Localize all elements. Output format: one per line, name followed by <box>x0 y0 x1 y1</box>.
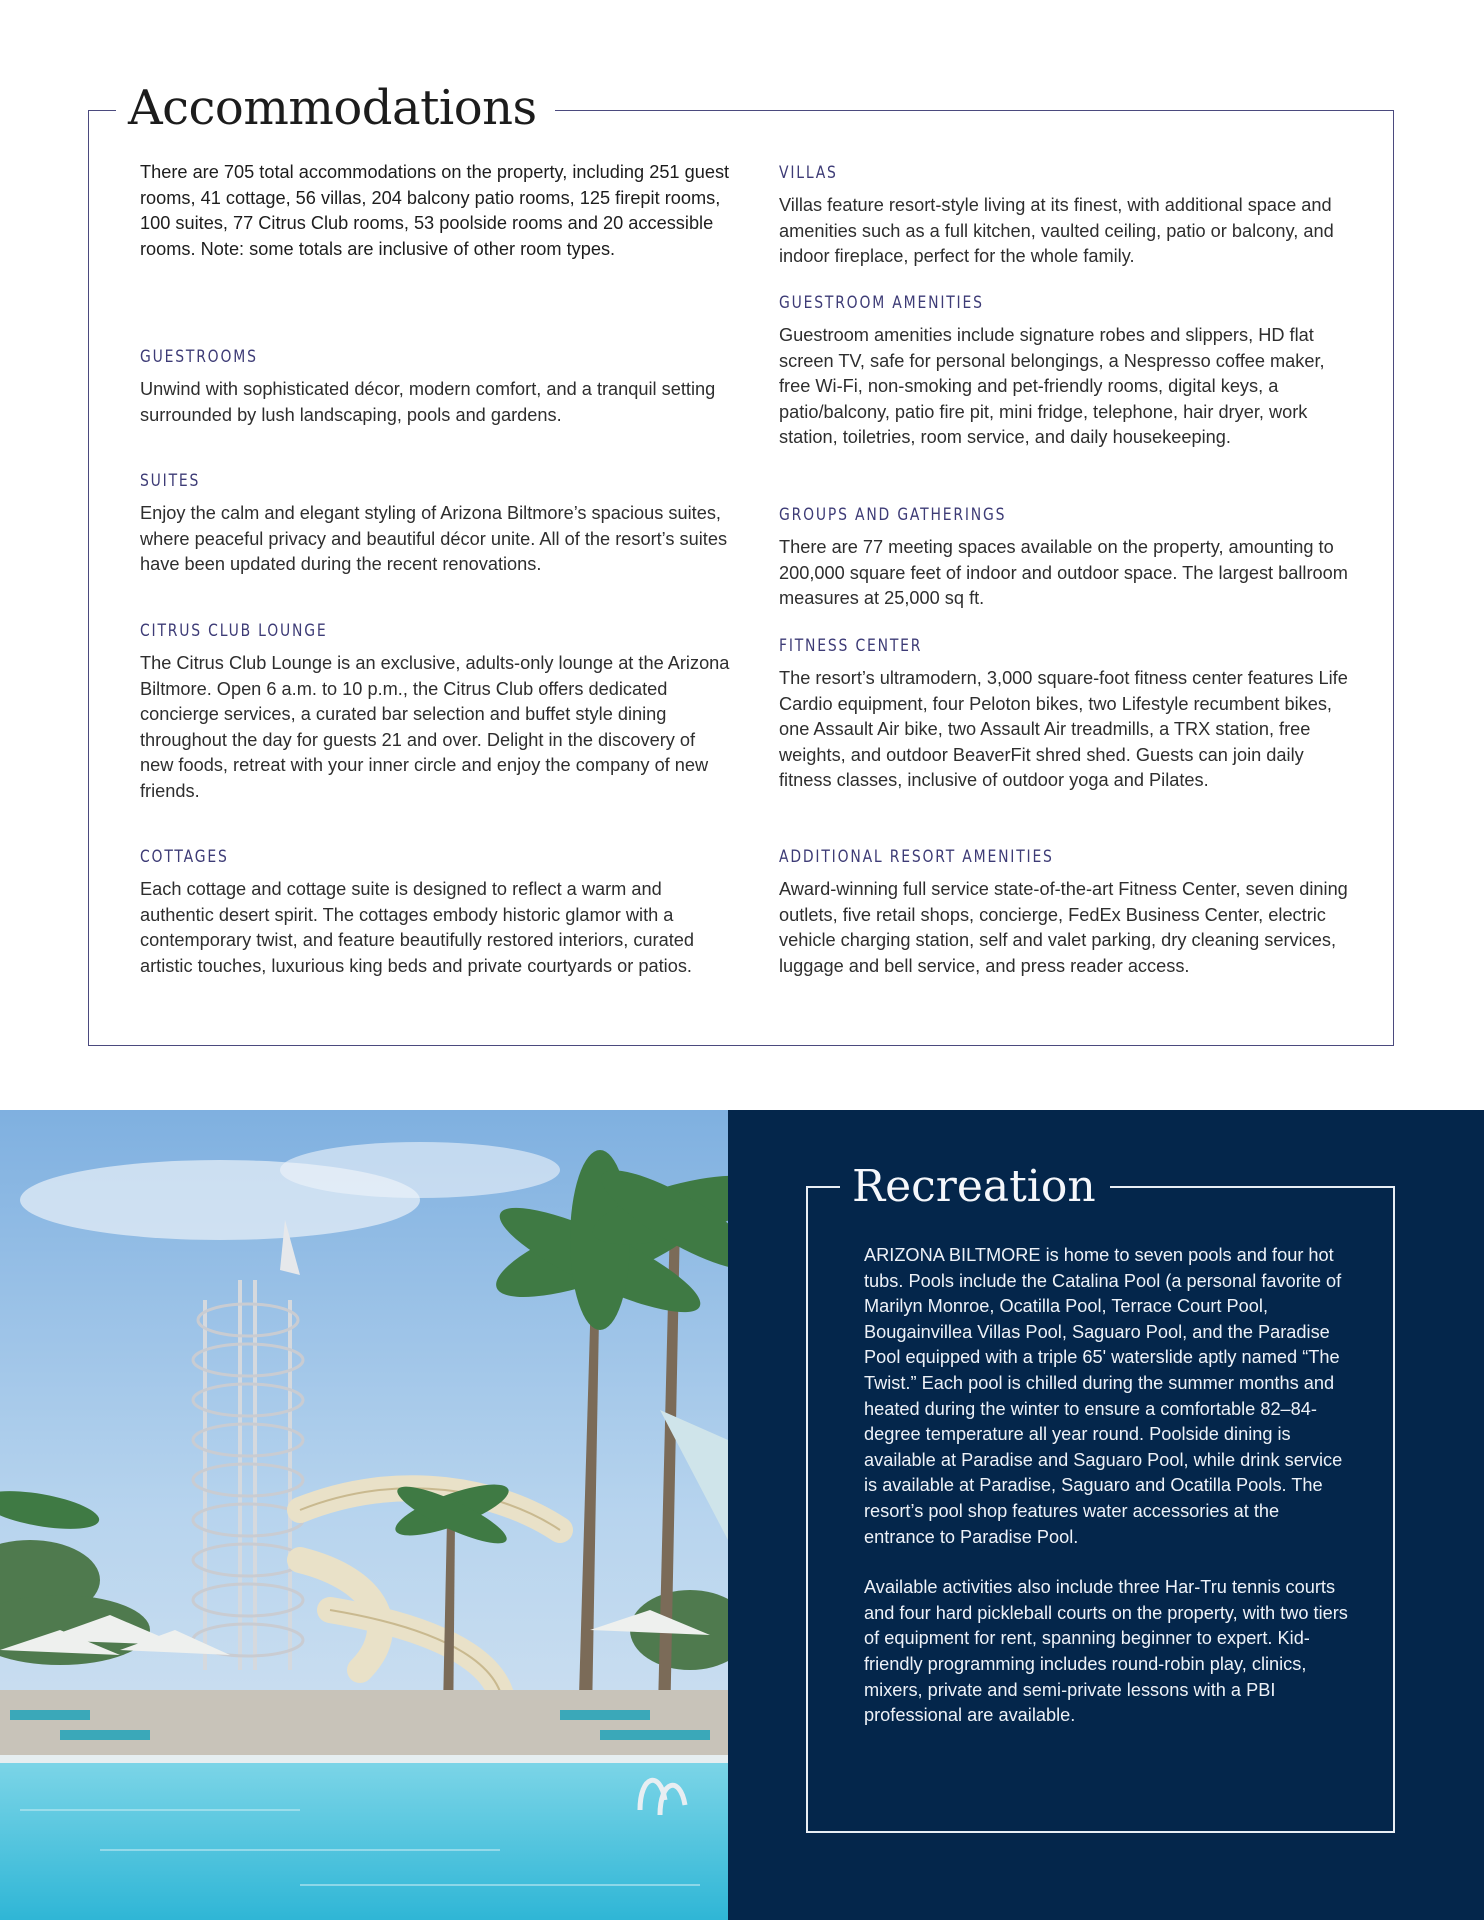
recreation-paragraph-2: Available activities also include three Har-Tru tennis courts and four hard pickleball courts on the property, with two tiers of equipment for rent, spanning beginner to expert. Kid-friendly programming includes round-robin play, clinics, mixers, private and semi-private lessons with a PBI professional are available. <box>864 1577 1348 1726</box>
accommodations-intro: There are 705 total accommodations on the property, including 251 guest rooms, 41 cottage, 56 villas, 204 balcony patio rooms, 125 firepit rooms, 100 suites, 77 Citrus Club rooms, 53 poolside rooms and 20 accessible rooms. Note: some totals are inclusive of other room types. <box>140 162 730 259</box>
section-heading: CITRUS CLUB LOUNGE <box>140 621 328 641</box>
section-cottages <box>140 846 730 979</box>
section-body: Unwind with sophisticated décor, modern comfort, and a tranquil setting surrounded by lush landscaping, pools and gardens. <box>140 379 716 425</box>
section-guestrooms <box>140 346 730 428</box>
section-villas <box>779 162 1359 270</box>
pool-scene-illustration <box>0 1110 728 1920</box>
recreation-title: Recreation <box>840 1156 1110 1218</box>
section-body: The resort’s ultramodern, 3,000 square-foot fitness center features Life Cardio equipment, four Peloton bikes, two Lifestyle recumbent bikes, one Assault Air bike, two Assault Air treadmills, a TRX station, free weights, and outdoor BeaverFit shred shed. Guests can join daily fitness classes, inclusive of outdoor yoga and Pilates. <box>779 668 1348 790</box>
section-groups-and-gatherings <box>779 504 1359 612</box>
section-body: Guestroom amenities include signature robes and slippers, HD flat screen TV, safe for personal belongings, a Nespresso coffee maker, free Wi-Fi, non-smoking and pet-friendly rooms, digital keys, a patio/balcony, patio fire pit, mini fridge, telephone, hair dryer, work station, toiletries, room service, and daily housekeeping. <box>779 325 1325 447</box>
section-heading: COTTAGES <box>140 847 229 867</box>
section-heading: SUITES <box>140 471 201 491</box>
recreation-text <box>864 1243 1354 1754</box>
section-heading: ADDITIONAL RESORT AMENITIES <box>779 847 1054 867</box>
section-suites <box>140 470 730 578</box>
recreation-paragraph-1: ARIZONA BILTMORE is home to seven pools and four hot tubs. Pools include the Catalina Pool (a personal favorite of Marilyn Monroe, Ocatilla Pool, Terrace Court Pool, Bougainvillea Villas Pool, Saguaro Pool, and the Paradise Pool equipped with a triple 65' waterslide aptly named “The Twist.” Each pool is chilled during the summer months and heated during the winter to ensure a comfortable 82–84-degree temperature all year round. Poolside dining is available at Paradise and Saguaro Pool, while drink service is available at Paradise, Saguaro and Ocatilla Pools. The resort’s pool shop features water accessories at the entrance to Paradise Pool. <box>864 1245 1343 1547</box>
section-fitness-center <box>779 635 1359 794</box>
section-body: Award-winning full service state-of-the-art Fitness Center, seven dining outlets, five retail shops, concierge, FedEx Business Center, electric vehicle charging station, self and valet parking, dry cleaning services, luggage and bell service, and press reader access. <box>779 879 1348 976</box>
accommodations-left-column <box>140 160 730 976</box>
section-guestroom-amenities <box>779 292 1359 451</box>
section-heading: GUESTROOM AMENITIES <box>779 293 984 313</box>
section-heading: GUESTROOMS <box>140 347 258 367</box>
section-heading: FITNESS CENTER <box>779 636 923 656</box>
section-heading: VILLAS <box>779 163 838 183</box>
section-heading: GROUPS AND GATHERINGS <box>779 505 1007 525</box>
section-body: Each cottage and cottage suite is designed to reflect a warm and authentic desert spirit. The cottages embody historic glamor with a contemporary twist, and feature beautifully restored interiors, curated artistic touches, luxurious king beds and private courtyards or patios. <box>140 879 694 976</box>
section-body: Enjoy the calm and elegant styling of Arizona Biltmore’s spacious suites, where peaceful privacy and beautiful décor unite. All of the resort’s suites have been updated during the recent renovations. <box>140 503 728 574</box>
accommodations-title: Accommodations <box>116 76 555 140</box>
section-citrus-club-lounge <box>140 620 730 804</box>
pool-waterslide-photo <box>0 1110 728 1920</box>
section-body: The Citrus Club Lounge is an exclusive, adults-only lounge at the Arizona Biltmore. Open 6 a.m. to 10 p.m., the Citrus Club offers dedicated concierge services, a curated bar selection and buffet style dining throughout the day for guests 21 and over. Delight in the discovery of new foods, retreat with your inner circle and enjoy the company of new friends. <box>140 653 730 801</box>
section-body: Villas feature resort-style living at its finest, with additional space and amenities such as a full kitchen, vaulted ceiling, patio or balcony, and indoor fireplace, perfect for the whole family. <box>779 195 1334 266</box>
section-body: There are 77 meeting spaces available on the property, amounting to 200,000 square feet of indoor and outdoor space. The largest ballroom measures at 25,000 sq ft. <box>779 537 1348 608</box>
section-additional-resort-amenities <box>779 846 1359 979</box>
